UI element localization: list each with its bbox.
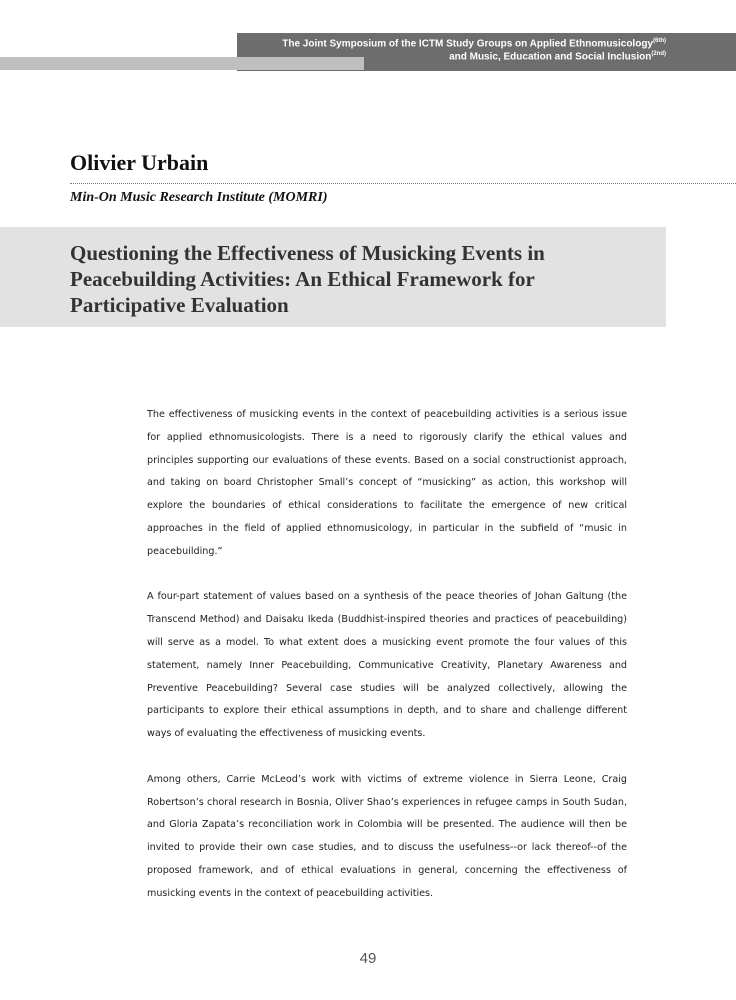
header-line-1-text: The Joint Symposium of the ICTM Study Groups on Applied Ethnomusicology <box>282 38 653 50</box>
abstract-body <box>147 404 627 928</box>
header-line-2-text: and Music, Education and Social Inclusion <box>449 51 652 63</box>
abstract-paragraph: A four-part statement of values based on a synthesis of the peace theories of Johan Galtung (the Transcend Method) and Daisaku Ikeda (Buddhist-inspired theories and practices of peacebuilding) will serve as a model. To what extent does a musicking event promote the four values of this statement, namely Inner Peacebuilding, Communicative Creativity, Planetary Awareness and Preventive Peacebuilding? Several case studies will be analyzed collectively, allowing the participants to explore their ethical assumptions in depth, and to share and challenge different ways of evaluating the effectiveness of musicking events. <box>147 591 627 740</box>
dotted-divider <box>70 183 736 184</box>
author-affiliation: Min-On Music Research Institute (MOMRI) <box>70 190 328 205</box>
header-line-2 <box>449 51 666 62</box>
abstract-paragraph: The effectiveness of musicking events in the context of peacebuilding activities is a serious issue for applied ethnomusicologists. There is a need to rigorously clarify the ethical values and principles supporting our evaluations of these events. Based on a social constructionist approach, and taking on board Christopher Small’s concept of “musicking” as action, this workshop will explore the boundaries of ethical considerations to facilitate the emergence of new critical approaches in the field of applied ethnomusicology, in particular in the subfield of “music in peacebuilding.” <box>147 409 627 557</box>
header-line-2-sup: (2nd) <box>651 51 666 57</box>
paper-title: Questioning the Effectiveness of Musicking Events in Peacebuilding Activities: An Ethical Framework for Participative Evaluation <box>70 241 545 317</box>
header-line-1 <box>282 38 666 49</box>
page-number: 49 <box>359 950 377 967</box>
header-light-bar <box>0 57 364 70</box>
author-name: Olivier Urbain <box>70 150 209 175</box>
abstract-paragraph: Among others, Carrie McLeod’s work with victims of extreme violence in Sierra Leone, Craig Robertson’s choral research in Bosnia, Oliver Shao’s experiences in refugee camps in South Sudan, and Gloria Zapata’s reconciliation work in Colombia will be presented. The audience will then be invited to provide their own case studies, and to discuss the usefulness--or lack thereof--of the proposed framework, and of ethical evaluations in general, concerning the effectiveness of musicking events in the context of peacebuilding activities. <box>147 773 627 899</box>
header-line-1-sup: (6th) <box>653 38 666 44</box>
